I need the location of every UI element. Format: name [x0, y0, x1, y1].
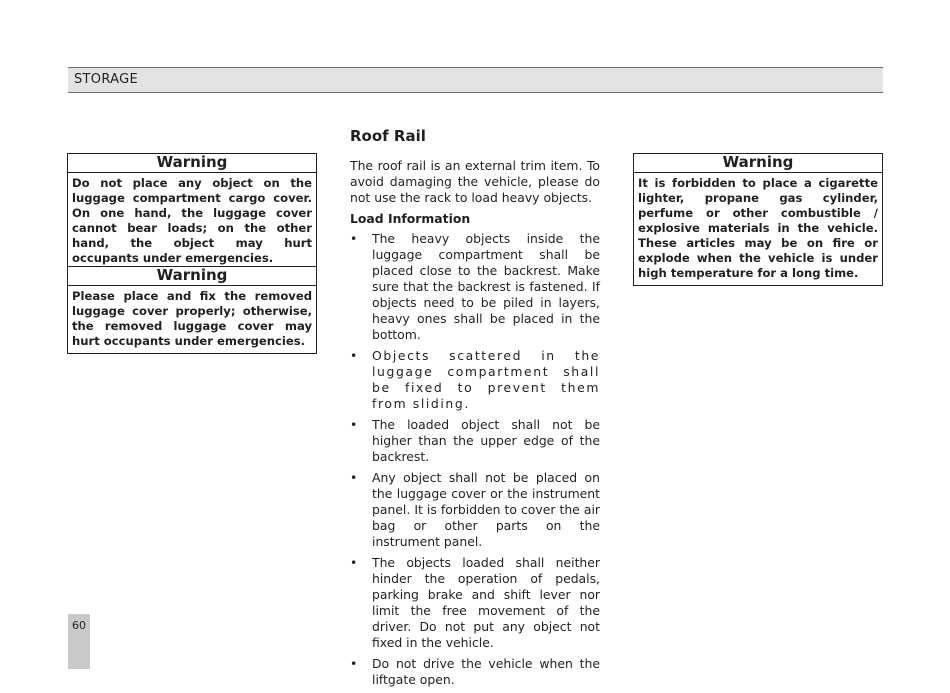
load-information-list: [350, 231, 600, 688]
section-header-bar: [68, 67, 883, 93]
bullet-icon: •: [350, 348, 359, 363]
warning-text: Please place and fix the removed luggage cover properly; otherwise, the removed luggage cover may hurt occupants under emergencies.: [72, 289, 312, 348]
roof-rail-section: [350, 124, 600, 693]
list-item: [350, 470, 600, 550]
warning-box-cargo-cover: [67, 153, 317, 271]
list-item-text: Objects scattered in the luggage compartment shall be fixed to prevent them from sliding.: [372, 348, 600, 411]
list-item: [350, 656, 600, 688]
warning-text: It is forbidden to place a cigarette lighter, propane gas cylinder, perfume or other combustible / explosive materials in the vehicle. These articles may be on fire or explode when the vehicle is under high temperature for a long time.: [638, 176, 878, 280]
list-item-text: The heavy objects inside the luggage compartment shall be placed close to the backrest. Make sure that the backrest is fastened. If objects need to be piled in layers, heavy ones shall be placed in the bottom.: [372, 231, 600, 342]
roof-rail-intro: The roof rail is an external trim item. To avoid damaging the vehicle, please do not use the rack to load heavy objects.: [350, 158, 600, 205]
list-item-text: Any object shall not be placed on the luggage cover or the instrument panel. It is forbidden to cover the air bag or other parts on the instrument panel.: [372, 470, 600, 549]
warning-box-combustibles: [633, 153, 883, 286]
bullet-icon: •: [350, 555, 358, 570]
list-item-text: Do not drive the vehicle when the liftgate open.: [372, 656, 600, 687]
list-item: [350, 231, 600, 343]
list-item: [350, 348, 600, 412]
bullet-icon: •: [350, 417, 358, 432]
list-item-text: The objects loaded shall neither hinder the operation of pedals, parking brake and shift lever nor limit the free movement of the driver. Do not put any object not fixed in the vehicle.: [372, 555, 600, 650]
warning-box-removed-cover: [67, 266, 317, 354]
warning-text: Do not place any object on the luggage compartment cargo cover. On one hand, the luggage cover cannot bear loads; on the other hand, the object may hurt occupants under emergencies.: [72, 176, 312, 265]
page-number-tab: [68, 614, 90, 669]
page-number: 60: [72, 619, 86, 632]
warning-title: Warning: [634, 154, 882, 173]
bullet-icon: •: [350, 231, 358, 246]
bullet-icon: •: [350, 656, 358, 671]
list-item: [350, 417, 600, 465]
warning-title: Warning: [68, 154, 316, 173]
list-item-text: The loaded object shall not be higher than the upper edge of the backrest.: [372, 417, 600, 464]
section-title-storage: STORAGE: [74, 72, 138, 87]
list-item: [350, 555, 600, 651]
load-information-heading: Load Information: [350, 211, 471, 226]
roof-rail-heading: Roof Rail: [350, 127, 426, 145]
warning-title: Warning: [68, 267, 316, 286]
bullet-icon: •: [350, 470, 358, 485]
